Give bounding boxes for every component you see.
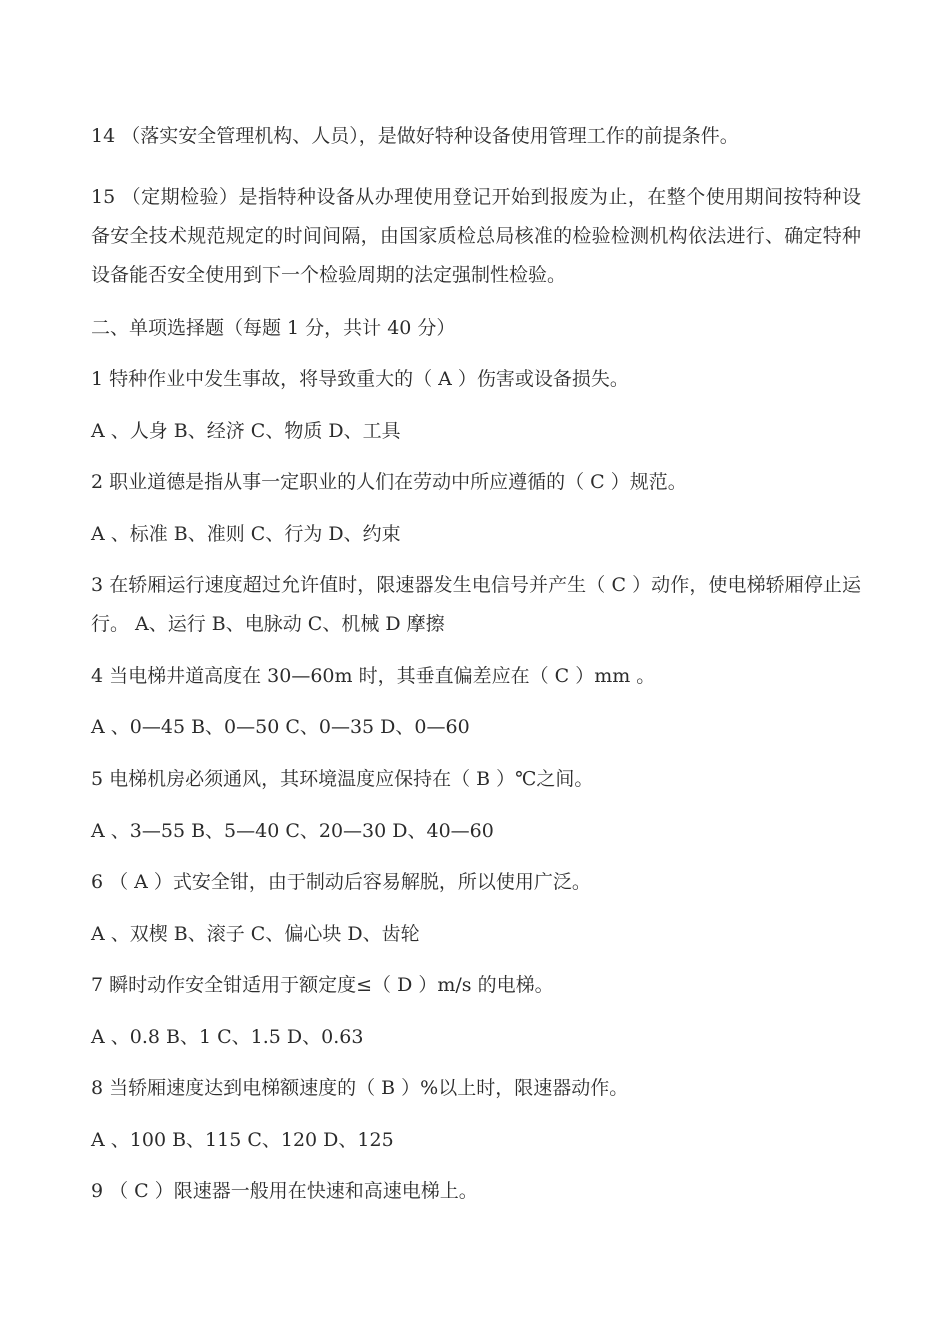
question-14: 14 （落实安全管理机构、人员），是做好特种设备使用管理工作的前提条件。 [91, 125, 739, 147]
question-5-stem: 5 电梯机房必须通风，其环境温度应保持在（ B ）℃之间。 [91, 768, 594, 790]
question-8-stem: 8 当轿厢速度达到电梯额速度的（ B ）%以上时，限速器动作。 [91, 1077, 629, 1099]
question-5-options: A 、3—55 B、5—40 C、20—30 D、40—60 [91, 820, 494, 842]
question-9-stem: 9 （ C ）限速器一般用在快速和高速电梯上。 [91, 1180, 478, 1202]
question-1-options: A 、人身 B、经济 C、物质 D、工具 [91, 420, 401, 442]
question-4-options: A 、0—45 B、0—50 C、0—35 D、0—60 [91, 716, 470, 738]
question-3-stem: 3 在轿厢运行速度超过允许值时，限速器发生电信号并产生（ C ）动作，使电梯轿厢停止运行。 A、运行 B、电脉动 C、机械 D 摩擦 [91, 574, 861, 635]
question-4-stem: 4 当电梯井道高度在 30—60m 时，其垂直偏差应在（ C ）mm 。 [91, 665, 656, 687]
question-7-options: A 、0.8 B、1 C、1.5 D、0.63 [91, 1026, 364, 1048]
question-6-options: A 、双楔 B、滚子 C、偏心块 D、齿轮 [91, 923, 420, 945]
section-title: 二、单项选择题（每题 1 分，共计 40 分） [91, 317, 456, 339]
question-7-stem: 7 瞬时动作安全钳适用于额定度≤（ D ）m/s 的电梯。 [91, 974, 554, 996]
question-15: 15 （定期检验）是指特种设备从办理使用登记开始到报废为止，在整个使用期间按特种设备安全技术规范规定的时间间隔，由国家质检总局核准的检验检测机构依法进行、确定特种设备能否安全使用到下一个检验周期的法定强制性检验。 [91, 186, 861, 286]
question-6-stem: 6 （ A ）式安全钳，由于制动后容易解脱，所以使用广泛。 [91, 871, 591, 893]
question-2-stem: 2 职业道德是指从事一定职业的人们在劳动中所应遵循的（ C ）规范。 [91, 471, 687, 493]
question-1-stem: 1 特种作业中发生事故，将导致重大的（ A ）伤害或设备损失。 [91, 368, 629, 390]
question-2-options: A 、标准 B、准则 C、行为 D、约束 [91, 523, 401, 545]
question-8-options: A 、100 B、115 C、120 D、125 [91, 1129, 394, 1151]
